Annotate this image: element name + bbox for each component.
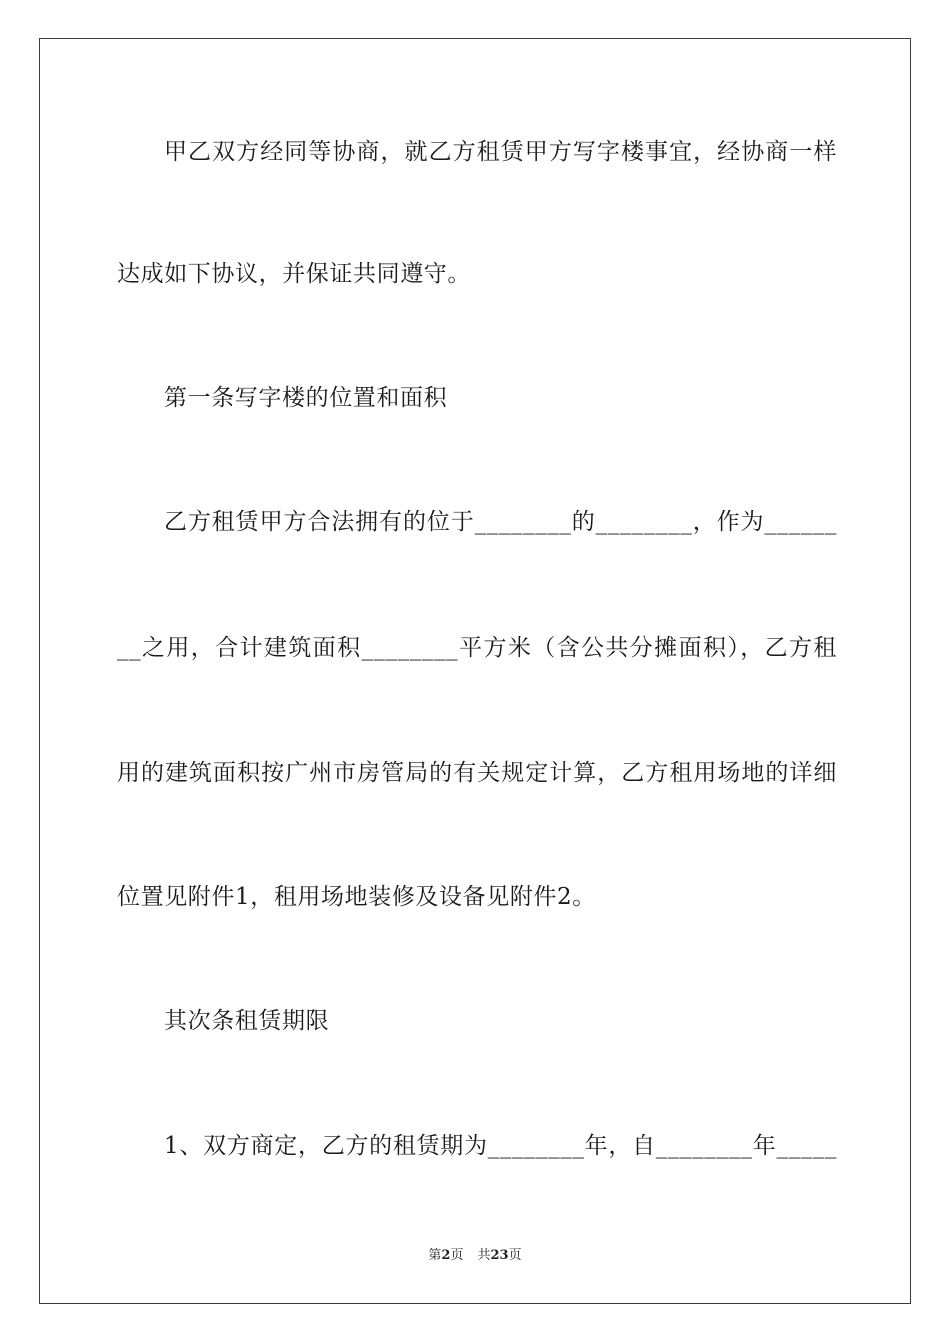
section-heading-1: 第一条写字楼的位置和面积: [164, 385, 448, 411]
page-prefix: 第: [428, 1248, 442, 1263]
page-border: [39, 38, 911, 1304]
paragraph-line-1: 甲乙双方经同等协商，就乙方租赁甲方写字楼事宜，经协商一样: [164, 139, 837, 165]
page-suffix: 页: [450, 1248, 464, 1263]
section-heading-2: 其次条租赁期限: [164, 1008, 330, 1034]
page-number: 2: [441, 1248, 451, 1263]
paragraph-line-5: 用的建筑面积按广州市房管局的有关规定计算，乙方租用场地的详细: [117, 760, 837, 786]
page-footer: [0, 1247, 950, 1265]
total-suffix: 页: [508, 1248, 522, 1263]
paragraph-line-3: 乙方租赁甲方合法拥有的位于________的________，作为______: [164, 509, 837, 535]
paragraph-line-4: __之用，合计建筑面积________平方米（含公共分摊面积），乙方租: [117, 635, 837, 661]
total-prefix: 共: [477, 1248, 491, 1263]
paragraph-line-2: 达成如下协议，并保证共同遵守。: [117, 261, 471, 287]
total-pages: 23: [490, 1248, 509, 1263]
paragraph-line-7: 1、双方商定，乙方的租赁期为________年，自________年_____: [164, 1133, 837, 1159]
paragraph-line-6: 位置见附件1，租用场地装修及设备见附件2。: [117, 884, 596, 910]
